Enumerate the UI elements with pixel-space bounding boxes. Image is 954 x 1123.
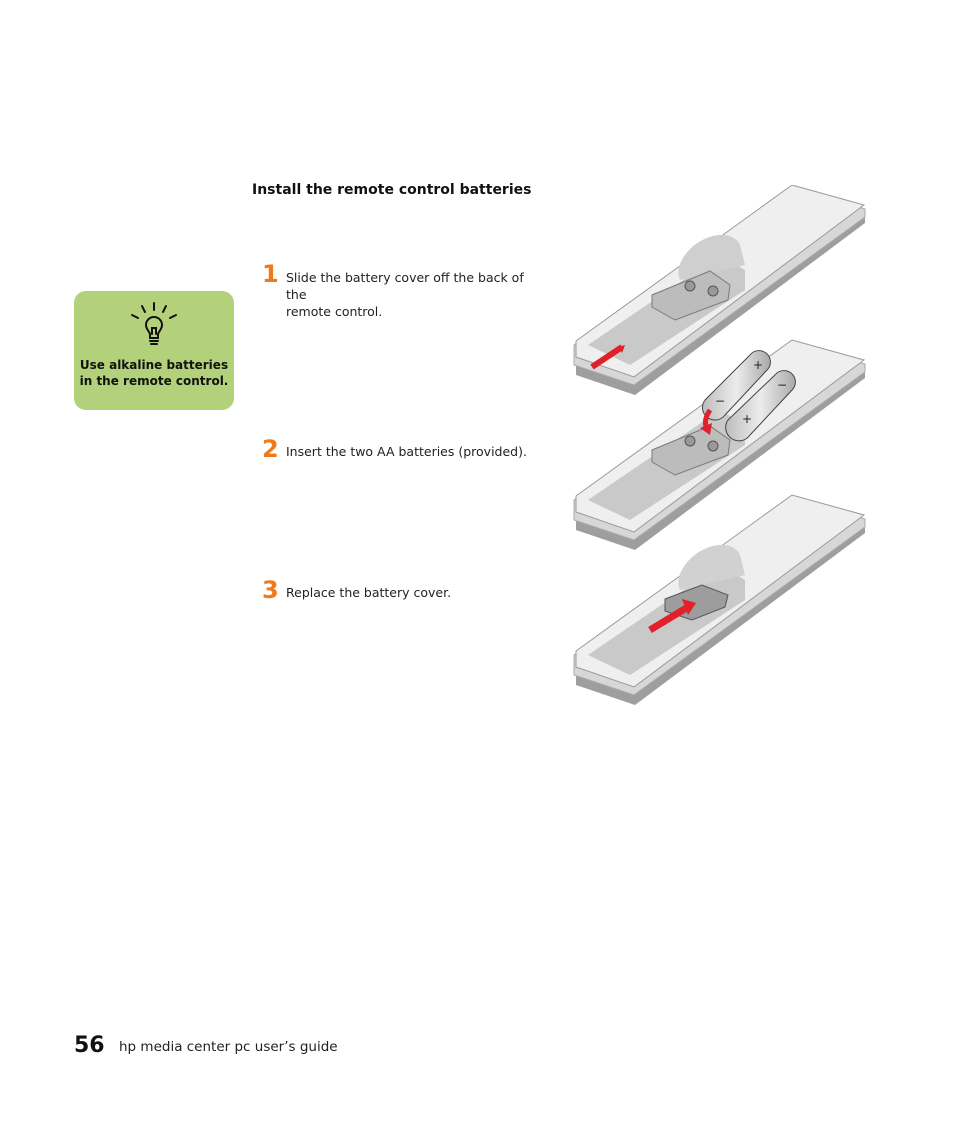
svg-text:−: −: [715, 394, 726, 408]
guide-title: hp media center pc user’s guide: [119, 1039, 338, 1055]
step-1-text: [286, 269, 536, 320]
step-2-text: [286, 443, 536, 460]
step-3-number: 3: [262, 576, 279, 604]
tip-text: [74, 357, 234, 389]
remote-battery-illustration: [570, 185, 870, 705]
page-number: 56: [74, 1033, 105, 1058]
step-3-line-1: Replace the battery cover.: [286, 585, 452, 600]
step-1-line-2: remote control.: [286, 304, 383, 319]
svg-text:+: +: [742, 412, 753, 426]
step-1-number: 1: [262, 260, 279, 288]
step-2-number: 2: [262, 435, 279, 463]
step-1-line-1: Slide the battery cover off the back of the: [286, 270, 524, 302]
lightbulb-icon: [126, 301, 182, 349]
svg-text:−: −: [777, 378, 788, 392]
tip-line-2: in the remote control.: [79, 374, 229, 388]
step-3-text: [286, 584, 536, 601]
step-2-line-1: Insert the two AA batteries (provided).: [286, 444, 527, 459]
tip-box: [74, 291, 234, 410]
section-heading: Install the remote control batteries: [252, 182, 532, 198]
tip-line-1: Use alkaline batteries: [79, 358, 229, 372]
svg-text:+: +: [753, 358, 764, 372]
